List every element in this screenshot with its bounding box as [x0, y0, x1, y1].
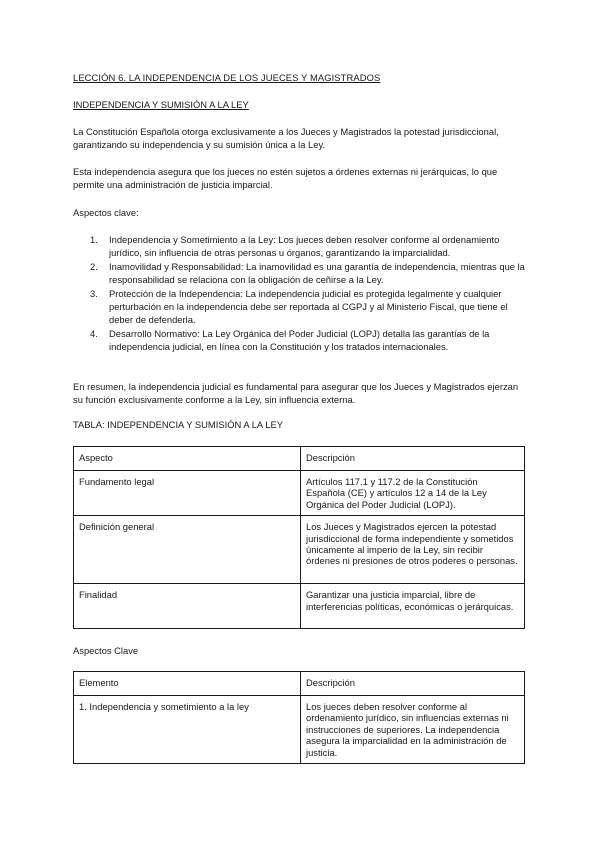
table-header-cell: Aspecto — [74, 447, 301, 471]
list-item-text: Inamovilidad y Responsabilidad: La inamovilidad es una garantía de independencia, mientras que la responsabilidad se relaciona con la obligación de ceñirse a la Ley. — [109, 260, 525, 286]
table-header-cell: Descripción — [301, 672, 525, 696]
table-cell: Artículos 117.1 y 117.2 de la Constitución Española (CE) y artículos 12 a 14 de la Ley Orgánica del Poder Judicial (LOPJ). — [301, 471, 525, 516]
table-cell: Los Jueces y Magistrados ejercen la potestad jurisdiccional de forma independiente y sometidos únicamente al imperio de la Ley, sin recibir órdenes ni presiones de otros poderes o personas. — [301, 516, 525, 584]
table-cell: Finalidad — [74, 584, 301, 629]
list-item — [88, 260, 528, 287]
table-row — [74, 696, 525, 764]
paragraph-independence: Esta independencia asegura que los jueces no estén sujetos a órdenes externas ni jerárquicas, lo que permite una administración de justicia imparcial. — [73, 166, 498, 191]
aspects-heading: Aspectos clave: — [73, 207, 139, 218]
list-item — [88, 287, 528, 327]
table-cell: 1. Independencia y sometimiento a la ley — [74, 696, 301, 764]
table-cell: Definición general — [74, 516, 301, 584]
table-cell: Fundamento legal — [74, 471, 301, 516]
section-subtitle: INDEPENDENCIA Y SUMISIÓN A LA LEY — [73, 99, 249, 110]
list-item-text: Independencia y Sometimiento a la Ley: Los jueces deben resolver conforme al ordenamiento jurídico, sin influencia de otras personas u órganos, garantizando la imparcialidad. — [109, 234, 500, 259]
table-row — [74, 516, 525, 584]
list-item — [88, 327, 528, 354]
list-item-number: 2. — [90, 260, 98, 272]
key-aspects-list — [88, 233, 528, 354]
list-item — [88, 233, 528, 260]
list-item-number: 4. — [90, 327, 98, 339]
lesson-title: LECCIÓN 6. LA INDEPENDENCIA DE LOS JUECES Y MAGISTRADOS — [73, 72, 381, 83]
list-item-number: 1. — [90, 234, 98, 245]
table-title: TABLA: INDEPENDENCIA Y SUMISIÓN A LA LEY — [73, 419, 283, 430]
elements-table — [73, 671, 525, 764]
table-cell: Los jueces deben resolver conforme al ordenamiento jurídico, sin influencias externas ni instrucciones de superiores. La independencia asegura la imparcialidad en la administración de justicia. — [301, 696, 525, 764]
list-item-number: 3. — [90, 287, 98, 299]
table-row — [74, 584, 525, 629]
table-header-row — [74, 447, 525, 471]
list-item-text: Desarrollo Normativo: La Ley Orgánica del Poder Judicial (LOPJ) detalla las garantías de la independencia judicial, en línea con la Constitución y los tratados internacionales. — [109, 327, 490, 353]
paragraph-summary: En resumen, la independencia judicial es fundamental para asegurar que los Jueces y Magistrados ejerzan su función exclusivamente conforme a la Ley, sin influencia externa. — [73, 381, 519, 406]
table-header-cell: Descripción — [301, 447, 525, 471]
table-header-cell: Elemento — [74, 672, 301, 696]
table-cell: Garantizar una justicia imparcial, libre de interferencias políticas, económicas o jerárquicas. — [301, 584, 525, 629]
independence-table — [73, 446, 525, 629]
paragraph-intro: La Constitución Española otorga exclusivamente a los Jueces y Magistrados la potestad jurisdiccional, garantizando su independencia y su sumisión única a la Ley. — [73, 126, 499, 151]
list-item-text: Protección de la Independencia: La independencia judicial es protegida legalmente y cualquier perturbación en la independencia debe ser reportada al CGPJ y al Ministerio Fiscal, que tiene el deber de defenderla. — [109, 287, 508, 326]
table-row — [74, 471, 525, 516]
aspects-clave-heading: Aspectos Clave — [73, 645, 139, 656]
table-header-row — [74, 672, 525, 696]
